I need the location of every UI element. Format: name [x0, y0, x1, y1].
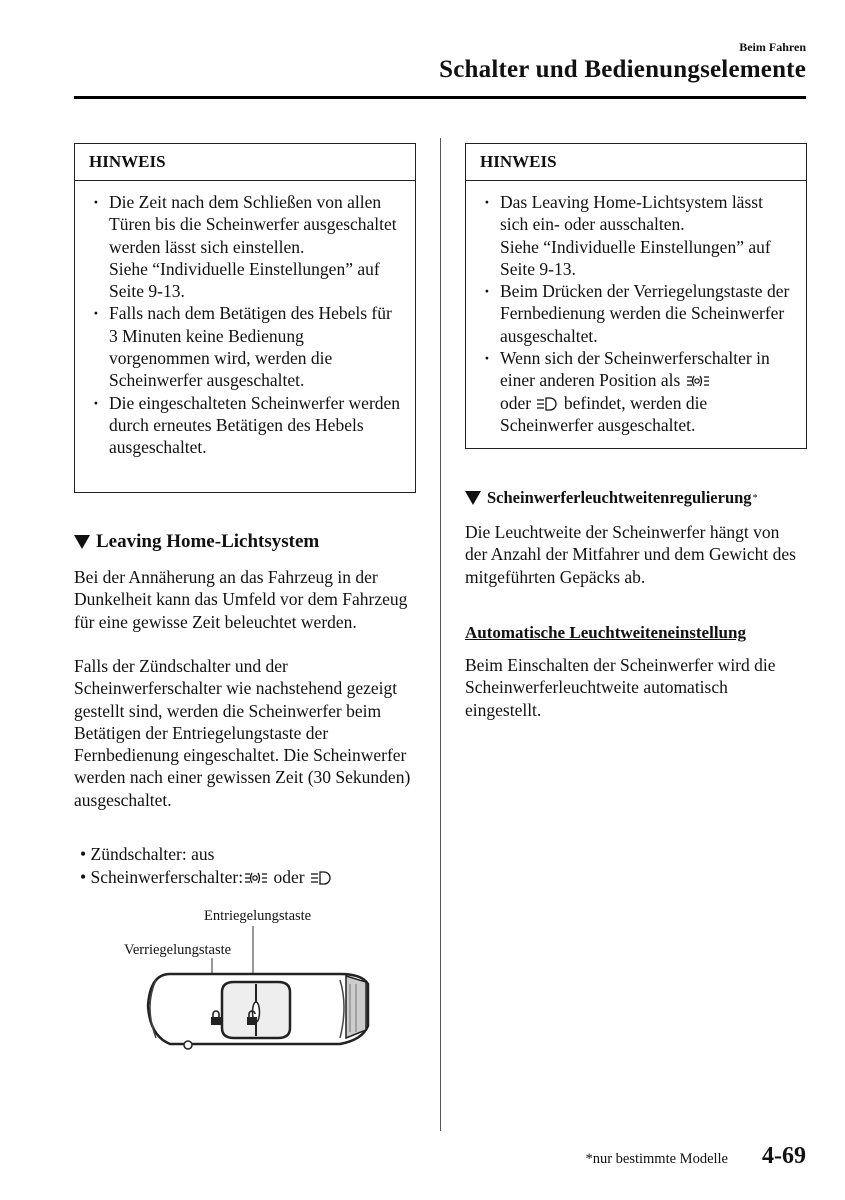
note-item: · Falls nach dem Betätigen des Hebels für 3 Minuten keine Bedienung vorgenommen wird, werden die Scheinwerfer ausgeschaltet. [89, 302, 401, 391]
condition-list [80, 843, 420, 889]
section-label: Beim Fahren [739, 40, 806, 54]
page-title: Schalter und Bedienungselemente [439, 56, 806, 83]
label-unlock-button: Entriegelungstaste [204, 908, 312, 924]
right-note-box [465, 143, 807, 449]
triangle-marker-icon [465, 491, 481, 505]
note-item: · Beim Drücken der Verriegelungstaste der Fernbedienung werden die Scheinwerfer ausgeschaltet. [480, 280, 792, 347]
section-heading-leveling [465, 488, 758, 508]
headlight-low-beam-icon [310, 871, 332, 885]
column-divider [440, 138, 441, 1131]
leaving-home-para1: Bei der Annäherung an das Fahrzeug in der Dunkelheit kann das Umfeld vor dem Fahrzeug für eine gewisse Zeit beleuchtet werden. [74, 567, 408, 632]
condition-ignition: • Zündschalter: aus [80, 843, 420, 866]
footnote: *nur bestimmte Modelle [585, 1151, 728, 1167]
left-note-box [74, 143, 416, 493]
section-heading-leaving-home [74, 531, 319, 553]
auto-leveling-para: Beim Einschalten der Scheinwerfer wird die Scheinwerferleuchtweite automatisch eingestellt. [465, 655, 776, 720]
note-item: · Die eingeschalteten Scheinwerfer werden durch erneutes Betätigen des Hebels ausgeschaltet. [89, 392, 401, 459]
note-item: · Wenn sich der Scheinwerferschalter in einer anderen Position als oder befindet, werden die Scheinwerfer ausgeschaltet. [480, 347, 792, 436]
leaving-home-para2: Falls der Zündschalter und der Scheinwerferschalter wie nachstehend gezeigt gestellt sind, werden die Scheinwerfer beim Betätigen der Entriegelungstaste der Fernbedienung eingeschaltet. Die Scheinwerfer werden nach einer gewissen Zeit (30 Sekunden) ausgeschaltet. [74, 656, 411, 810]
heading-text: Scheinwerferleuchtweitenregulierung [487, 488, 752, 507]
footnote-mark: * [752, 492, 758, 504]
heading-text: Leaving Home-Lichtsystem [96, 531, 320, 552]
parking-light-icon [244, 871, 268, 885]
note-heading: HINWEIS [75, 144, 415, 181]
title-rule [74, 96, 806, 99]
label-lock-button: Verriegelungstaste [124, 942, 232, 958]
parking-light-icon [686, 374, 710, 388]
page-number: 4-69 [762, 1143, 806, 1169]
triangle-marker-icon [74, 535, 90, 549]
note-item: · Die Zeit nach dem Schließen von allen Türen bis die Scheinwerfer ausgeschaltet werden lässt sich einstellen. Siehe “Individuelle Einstellungen” auf Seite 9-13. [89, 191, 401, 302]
condition-headlight-switch: • Scheinwerferschalter: oder [80, 866, 420, 889]
key-fob-figure [130, 926, 390, 1056]
subheading-auto-leveling: Automatische Leuchtweiteneinstellung [465, 623, 746, 642]
note-heading: HINWEIS [466, 144, 806, 181]
headlight-low-beam-icon [536, 397, 558, 411]
leveling-para: Die Leuchtweite der Scheinwerfer hängt von der Anzahl der Mitfahrer und dem Gewicht des mitgeführten Gepäcks ab. [465, 522, 796, 587]
note-item: · Das Leaving Home-Lichtsystem lässt sich ein- oder ausschalten. Siehe “Individuelle Einstellungen” auf Seite 9-13. [480, 191, 792, 280]
